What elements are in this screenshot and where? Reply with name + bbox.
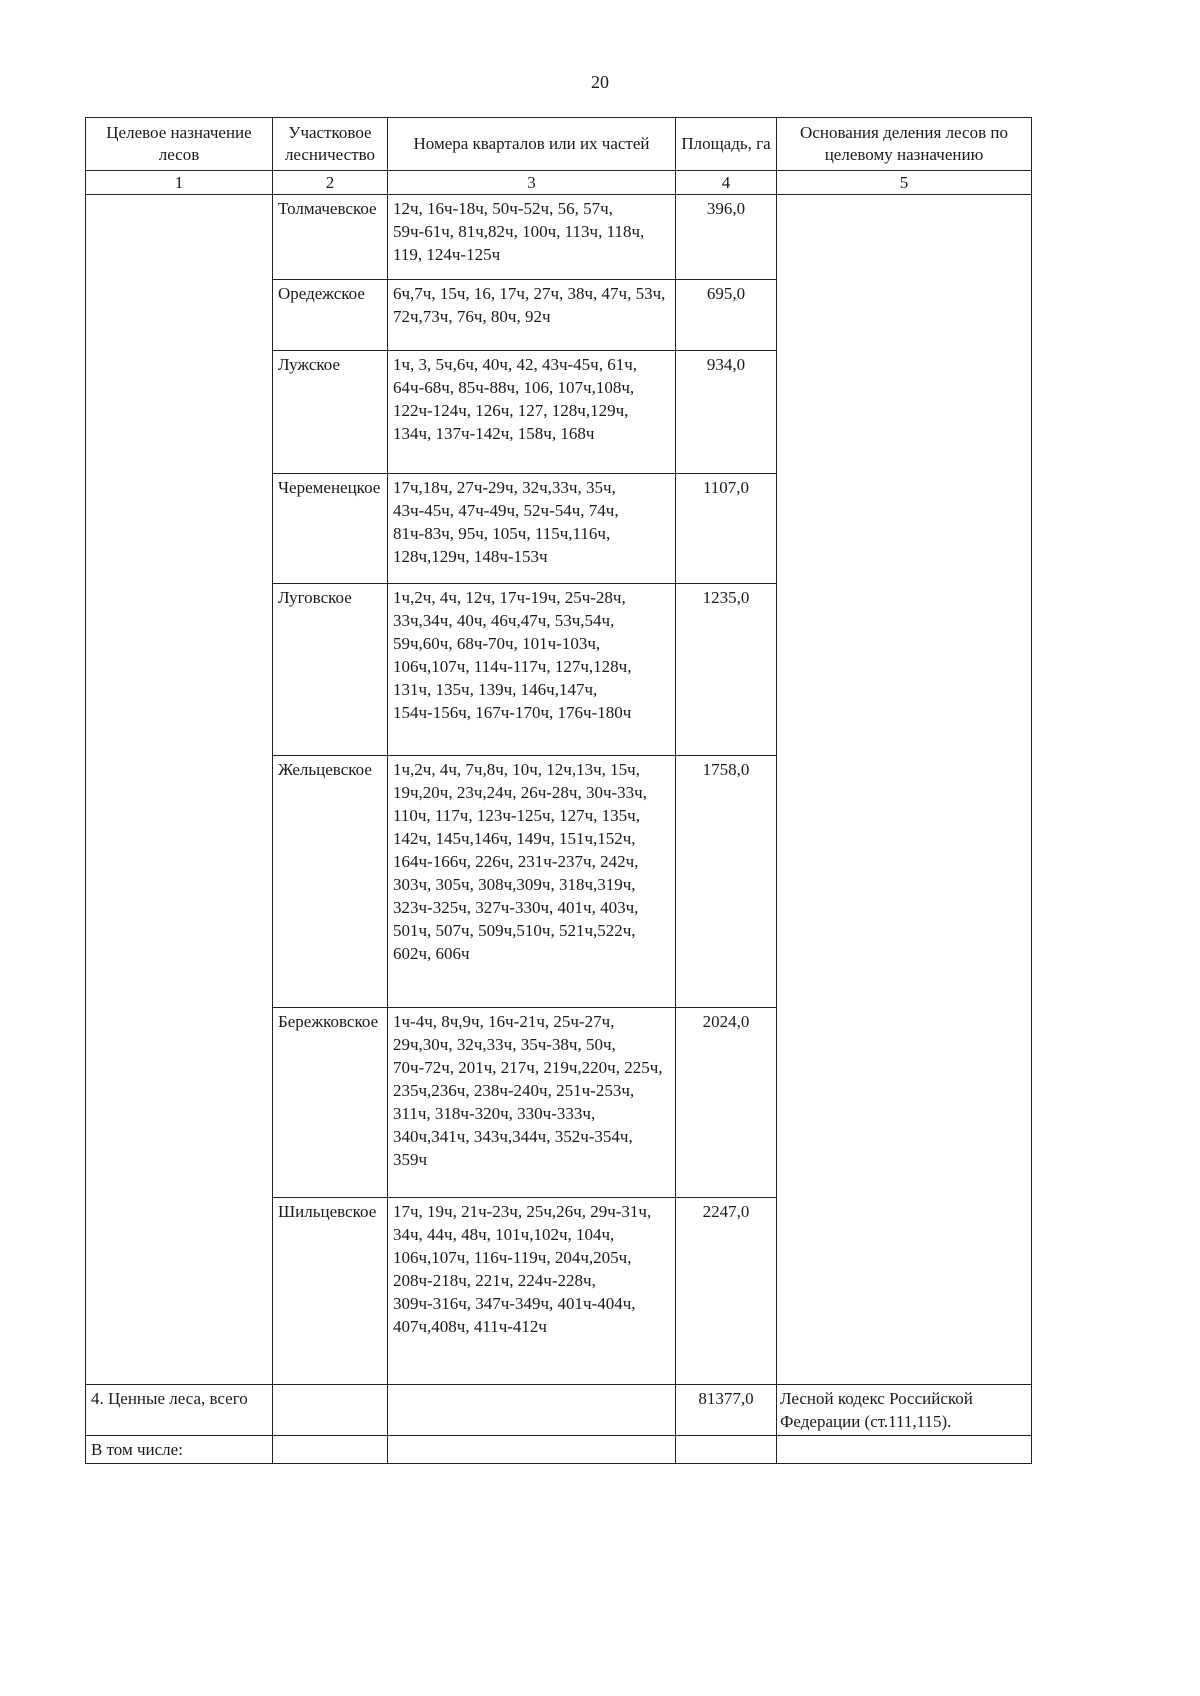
- total-basis-cell: Лесной кодекс Российской Федерации (ст.111,115).: [777, 1385, 1032, 1436]
- area-cell: 1758,0: [676, 756, 777, 1008]
- column-number: 4: [676, 171, 777, 195]
- forestry-cell: Оредежское: [273, 280, 388, 351]
- empty-cell: [388, 1385, 676, 1436]
- purpose-cell-empty: [86, 195, 273, 1385]
- area-cell: 2247,0: [676, 1198, 777, 1385]
- empty-cell: [676, 1436, 777, 1464]
- forestry-cell: Череменецкое: [273, 474, 388, 584]
- area-cell: 1107,0: [676, 474, 777, 584]
- total-row: [86, 1385, 1032, 1436]
- forestry-cell: Бережковское: [273, 1008, 388, 1198]
- forestry-cell: Шильцевское: [273, 1198, 388, 1385]
- header-basis: Основания деления лесов по целевому назначению: [777, 118, 1032, 171]
- header-area: Площадь, га: [676, 118, 777, 171]
- empty-cell: [273, 1385, 388, 1436]
- forest-purpose-table: [85, 117, 1032, 1464]
- forestry-cell: Толмачевское: [273, 195, 388, 280]
- quarters-cell: 1ч,2ч, 4ч, 7ч,8ч, 10ч, 12ч,13ч, 15ч, 19ч,20ч, 23ч,24ч, 26ч-28ч, 30ч-33ч, 110ч, 117ч, 123ч-125ч, 127ч, 135ч, 142ч, 145ч,146ч, 149ч, 151ч,152ч, 164ч-166ч, 226ч, 231ч-237ч, 242ч, 303ч, 305ч, 308ч,309ч, 318ч,319ч, 323ч-325ч, 327ч-330ч, 401ч, 403ч, 501ч, 507ч, 509ч,510ч, 521ч,522ч, 602ч, 606ч: [388, 756, 676, 1008]
- area-cell: 396,0: [676, 195, 777, 280]
- column-number-row: [86, 171, 1032, 195]
- area-cell: 934,0: [676, 351, 777, 474]
- including-row: [86, 1436, 1032, 1464]
- quarters-cell: 1ч,2ч, 4ч, 12ч, 17ч-19ч, 25ч-28ч, 33ч,34ч, 40ч, 46ч,47ч, 53ч,54ч, 59ч,60ч, 68ч-70ч, 101ч-103ч, 106ч,107ч, 114ч-117ч, 127ч,128ч, 131ч, 135ч, 139ч, 146ч,147ч, 154ч-156ч, 167ч-170ч, 176ч-180ч: [388, 584, 676, 756]
- quarters-cell: 6ч,7ч, 15ч, 16, 17ч, 27ч, 38ч, 47ч, 53ч, 72ч,73ч, 76ч, 80ч, 92ч: [388, 280, 676, 351]
- header-forestry: Участковое лесничество: [273, 118, 388, 171]
- empty-cell: [777, 1436, 1032, 1464]
- column-number: 5: [777, 171, 1032, 195]
- area-cell: 2024,0: [676, 1008, 777, 1198]
- empty-cell: [273, 1436, 388, 1464]
- forestry-cell: Жельцевское: [273, 756, 388, 1008]
- total-purpose-cell: 4. Ценные леса, всего: [86, 1385, 273, 1436]
- column-number: 1: [86, 171, 273, 195]
- forestry-cell: Лужское: [273, 351, 388, 474]
- quarters-cell: 1ч-4ч, 8ч,9ч, 16ч-21ч, 25ч-27ч, 29ч,30ч, 32ч,33ч, 35ч-38ч, 50ч, 70ч-72ч, 201ч, 217ч, 219ч,220ч, 225ч, 235ч,236ч, 238ч-240ч, 251ч-253ч, 311ч, 318ч-320ч, 330ч-333ч, 340ч,341ч, 343ч,344ч, 352ч-354ч, 359ч: [388, 1008, 676, 1198]
- empty-cell: [388, 1436, 676, 1464]
- header-row: [86, 118, 1032, 171]
- basis-cell-empty: [777, 195, 1032, 1385]
- area-cell: 1235,0: [676, 584, 777, 756]
- column-number: 3: [388, 171, 676, 195]
- forestry-cell: Луговское: [273, 584, 388, 756]
- quarters-cell: 12ч, 16ч-18ч, 50ч-52ч, 56, 57ч, 59ч-61ч, 81ч,82ч, 100ч, 113ч, 118ч, 119, 124ч-125ч: [388, 195, 676, 280]
- including-label-cell: В том числе:: [86, 1436, 273, 1464]
- column-number: 2: [273, 171, 388, 195]
- quarters-cell: 17ч,18ч, 27ч-29ч, 32ч,33ч, 35ч, 43ч-45ч, 47ч-49ч, 52ч-54ч, 74ч, 81ч-83ч, 95ч, 105ч, 115ч,116ч, 128ч,129ч, 148ч-153ч: [388, 474, 676, 584]
- page-number: 20: [591, 72, 609, 92]
- area-cell: 695,0: [676, 280, 777, 351]
- header-purpose: Целевое назначение лесов: [86, 118, 273, 171]
- quarters-cell: 17ч, 19ч, 21ч-23ч, 25ч,26ч, 29ч-31ч, 34ч, 44ч, 48ч, 101ч,102ч, 104ч, 106ч,107ч, 116ч-119ч, 204ч,205ч, 208ч-218ч, 221ч, 224ч-228ч, 309ч-316ч, 347ч-349ч, 401ч-404ч, 407ч,408ч, 411ч-412ч: [388, 1198, 676, 1385]
- total-area-cell: 81377,0: [676, 1385, 777, 1436]
- header-quarters: Номера кварталов или их частей: [388, 118, 676, 171]
- quarters-cell: 1ч, 3, 5ч,6ч, 40ч, 42, 43ч-45ч, 61ч, 64ч-68ч, 85ч-88ч, 106, 107ч,108ч, 122ч-124ч, 126ч, 127, 128ч,129ч, 134ч, 137ч-142ч, 158ч, 168ч: [388, 351, 676, 474]
- table-row: [86, 195, 1032, 280]
